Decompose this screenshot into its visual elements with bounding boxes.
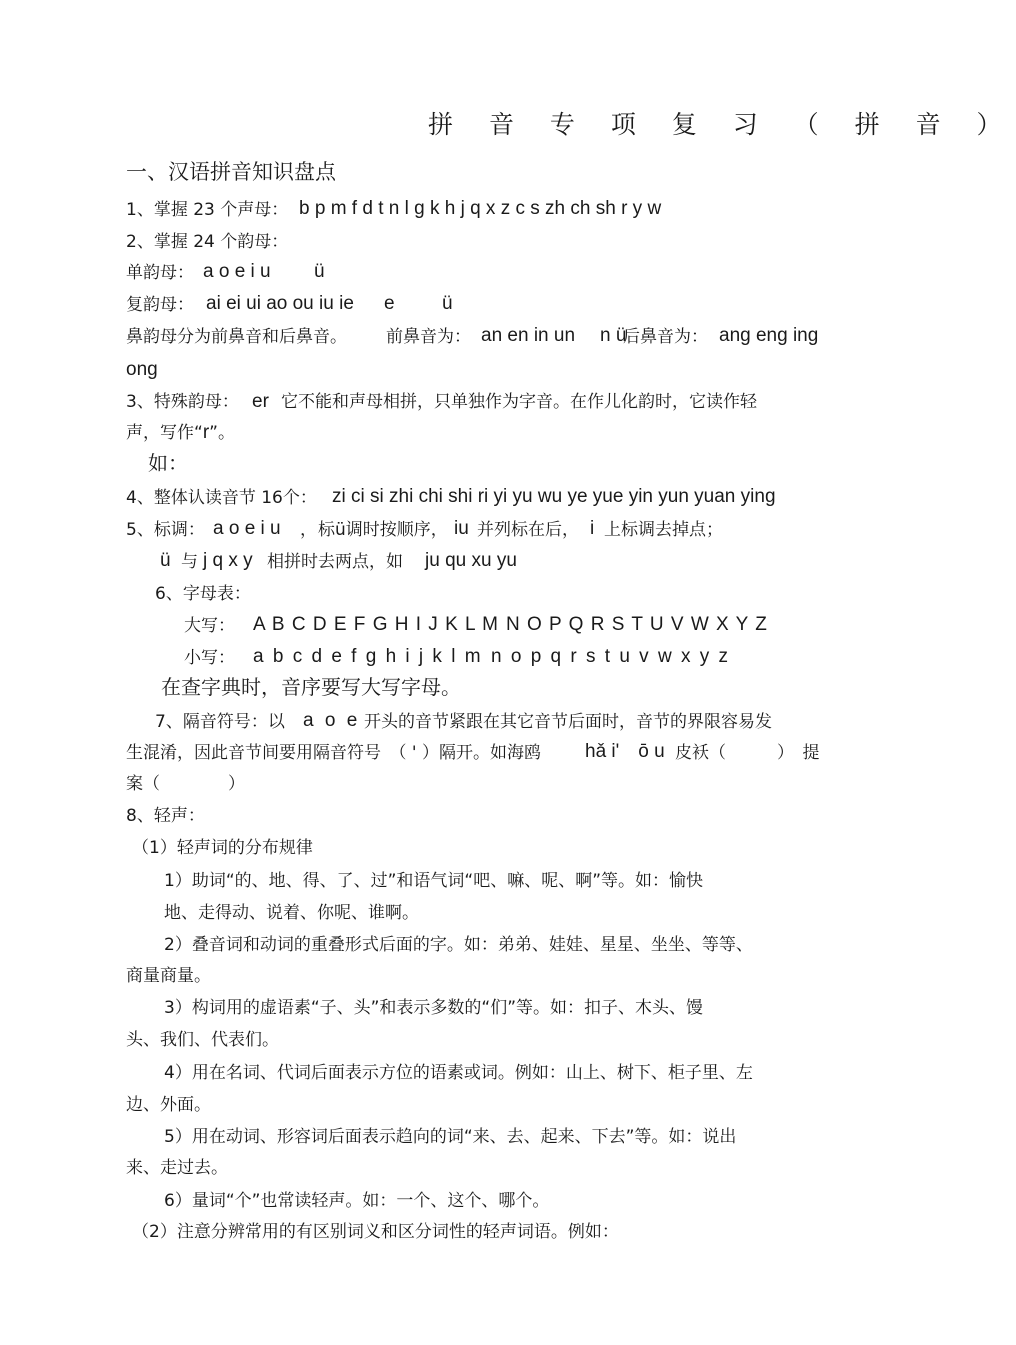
initials-label: 1、掌握 23 个声母： [126,200,289,220]
whole-syllables-list: zi ci si zhi chi shi ri yi yu wu ye yue yin yun yuan ying [332,486,776,507]
rule-3a: 3）构词用的虚语素“子、头”和表示多数的“们”等。如：扣子、木头、馒 [164,998,704,1018]
compound-finals-e: e [384,293,395,314]
page-title: 拼 音 专 项 复 习 （ 拼 音 ） [428,110,1016,139]
example-label: 如： [148,451,188,475]
tone-rule-text3: 上标调去掉点； [604,520,723,540]
dictionary-note: 在查字典时，音序要写大写字母。 [161,675,461,699]
alphabet-label: 6、字母表： [155,584,251,604]
rule-2b: 商量商量。 [126,966,211,986]
rule-4b: 边、外面。 [126,1095,211,1115]
rule-5b: 来、走过去。 [126,1158,228,1178]
front-nasal-label: 前鼻音为： [386,327,471,347]
single-finals-label: 单韵母： [126,263,194,283]
tone-marking-label: 5、标调： [126,520,205,540]
rule-6: 6）量词“个”也常读轻声。如：一个、这个、哪个。 [164,1191,550,1211]
front-nasal-u: n ü [600,325,627,346]
lowercase-label: 小写： [184,648,235,668]
rule-1a: 1）助词“的、地、得、了、过”和语气词“吧、嘛、呢、啊”等。如：愉快 [164,871,704,891]
front-nasal-list: an en in un [481,325,576,346]
special-final-text-line2 [126,422,235,444]
nasal-finals-label: 鼻韵母分为前鼻音和后鼻音。 [126,327,347,347]
rule-3b: 头、我们、代表们。 [126,1030,279,1050]
lowercase-letters-1: a b c d e f g h i j k l m [253,646,483,667]
rule-2a: 2）叠音词和动词的重叠形式后面的字。如：弟弟、娃娃、星星、坐坐、等等、 [164,935,753,955]
uppercase-letters-2: N O P Q R S T U V W X Y Z [506,614,768,635]
single-finals-u: ü [314,261,325,282]
compound-finals-u: ü [442,293,453,314]
compound-finals-label: 复韵母： [126,295,194,315]
special-final-post: ”。 [209,423,235,443]
tone-rule-text1: 标ü调时按顺序， [318,520,448,540]
special-final-er: er [252,391,269,412]
rule-4a: 4）用在名词、代词后面表示方位的语素或词。例如：山上、树下、柜子里、左 [164,1063,753,1083]
special-final-r: r [202,422,210,443]
separator-text1: 开头的音节紧跟在其它音节后面时，音节的界限容易发 [364,712,772,732]
separator-pinyin-example: hǎ i' ō u [585,741,665,762]
uppercase-letters-1: A B C D E F G H I J K L M [253,614,500,635]
neutral-tone-label: 8、轻声： [126,806,205,826]
tone-vowels: a o e i u [213,518,281,539]
tone-sep: ， [300,520,317,540]
separator-text4: 案（ ） [126,774,245,794]
special-final-pre: 声，写作“ [126,423,203,443]
tone-u-letter: ü [160,550,171,571]
section-heading: 一、汉语拼音知识盘点 [126,160,336,184]
tone-rule-text2: 并列标在后， [477,520,579,540]
tone-with: 与 [181,552,198,572]
tone-examples: ju qu xu yu [425,550,517,571]
tone-jqxy: j q x y [203,550,253,571]
back-nasal-list-cont: ong [126,359,158,380]
initials-list: b p m f d t n l g k h j q x z c s zh ch sh r y w [299,198,662,219]
neutral-tone-sub1: （1）轻声词的分布规律 [132,838,313,858]
uppercase-label: 大写： [184,616,235,636]
rule-1b: 地、走得动、说着、你呢、谁啊。 [164,903,419,923]
back-nasal-label: 后鼻音为： [623,327,708,347]
lowercase-letters-2: n o p q r s t u v w x y z [491,646,731,667]
rule-5a: 5）用在动词、形容词后面表示趋向的词“来、去、起来、下去”等。如：说出 [164,1127,737,1147]
neutral-tone-sub2: （2）注意分辨常用的有区别词义和区分词性的轻声词语。例如： [132,1222,619,1242]
separator-label: 7、隔音符号：以 [155,712,285,732]
tone-i: i [590,518,595,539]
back-nasal-list: ang eng ing [719,325,819,346]
compound-finals-list: ai ei ui ao ou iu ie [206,293,354,314]
finals-label: 2、掌握 24 个韵母： [126,232,289,252]
special-final-text: 它不能和声母相拼，只单独作为字音。在作儿化韵时，它读作轻 [281,392,757,412]
separator-text2: 生混淆，因此音节间要用隔音符号 （ ' ）隔开。如海鸥 [126,743,541,763]
separator-text3: 皮袄（ ） 提 [675,743,820,763]
single-finals-list: a o e i u [203,261,271,282]
separator-aoe: a o e [303,710,361,731]
special-final-label: 3、特殊韵母： [126,392,239,412]
tone-dot-rule: 相拼时去两点，如 [267,552,403,572]
whole-syllables-label: 4、整体认读音节 16个： [126,488,317,508]
tone-iu: iu [454,518,469,539]
